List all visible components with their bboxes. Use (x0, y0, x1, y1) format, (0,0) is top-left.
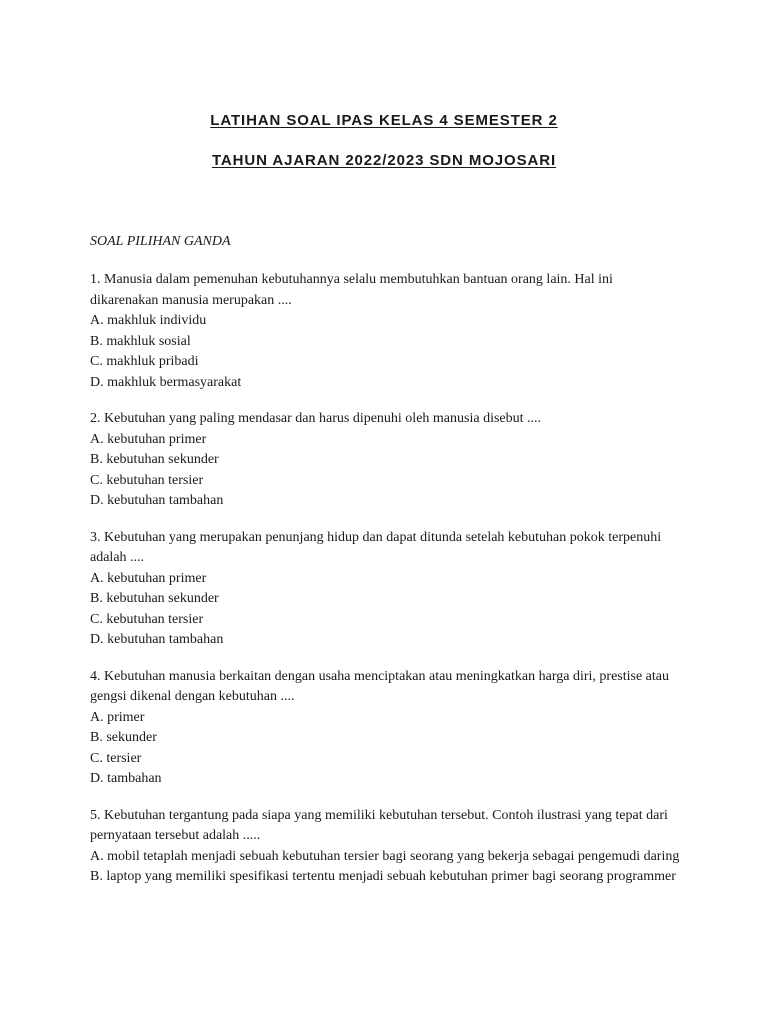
answer-option: B. laptop yang memiliki spesifikasi tertentu menjadi sebuah kebutuhan primer bagi seorang programmer (90, 869, 676, 884)
answer-option: A. kebutuhan primer (90, 431, 207, 447)
answer-option: A. makhluk individu (90, 313, 207, 328)
answer-option: D. kebutuhan tambahan (90, 632, 224, 647)
answer-option: C. kebutuhan tersier (90, 472, 204, 488)
answer-option: A. primer (90, 709, 145, 725)
answer-option: C. kebutuhan tersier (90, 611, 204, 627)
question-item (90, 409, 680, 512)
question-text: 1. Manusia dalam pemenuhan kebutuhannya selalu membutuhkan bantuan orang lain. Hal ini dikarenakan manusia merupakan .... (90, 272, 613, 308)
question-item (90, 806, 680, 888)
answer-option: B. kebutuhan sekunder (90, 452, 219, 467)
question-item (90, 270, 680, 393)
document-title: LATIHAN SOAL IPAS KELAS 4 SEMESTER 2 (210, 112, 558, 129)
question-text: 3. Kebutuhan yang merupakan penunjang hidup dan dapat ditunda setelah kebutuhan pokok terpenuhi adalah .... (90, 529, 662, 565)
answer-option: B. makhluk sosial (90, 333, 191, 349)
answer-option: D. kebutuhan tambahan (90, 493, 224, 508)
question-item (90, 667, 680, 790)
question-text: 2. Kebutuhan yang paling mendasar dan harus dipenuhi oleh manusia disebut .... (90, 411, 542, 426)
document-subtitle: TAHUN AJARAN 2022/2023 SDN MOJOSARI (211, 152, 557, 169)
answer-option: A. kebutuhan primer (90, 570, 207, 586)
question-list (90, 270, 680, 904)
answer-option: A. mobil tetaplah menjadi sebuah kebutuhan tersier bagi seorang yang bekerja sebagai pengemudi daring (90, 848, 680, 864)
question-item (90, 528, 680, 651)
answer-option: D. tambahan (90, 771, 162, 786)
answer-option: B. kebutuhan sekunder (90, 591, 219, 606)
answer-option: D. makhluk bermasyarakat (90, 374, 242, 390)
answer-option: C. makhluk pribadi (90, 354, 199, 369)
answer-option: C. tersier (90, 750, 142, 766)
section-heading: SOAL PILIHAN GANDA (90, 234, 231, 249)
answer-option: B. sekunder (90, 730, 157, 745)
question-text: 5. Kebutuhan tergantung pada siapa yang memiliki kebutuhan tersebut. Contoh ilustrasi yang tepat dari pernyataan tersebut adalah ..... (90, 807, 668, 843)
question-text: 4. Kebutuhan manusia berkaitan dengan usaha menciptakan atau meningkatkan harga diri, prestise atau gengsi dikenal dengan kebutuhan .... (90, 668, 669, 704)
